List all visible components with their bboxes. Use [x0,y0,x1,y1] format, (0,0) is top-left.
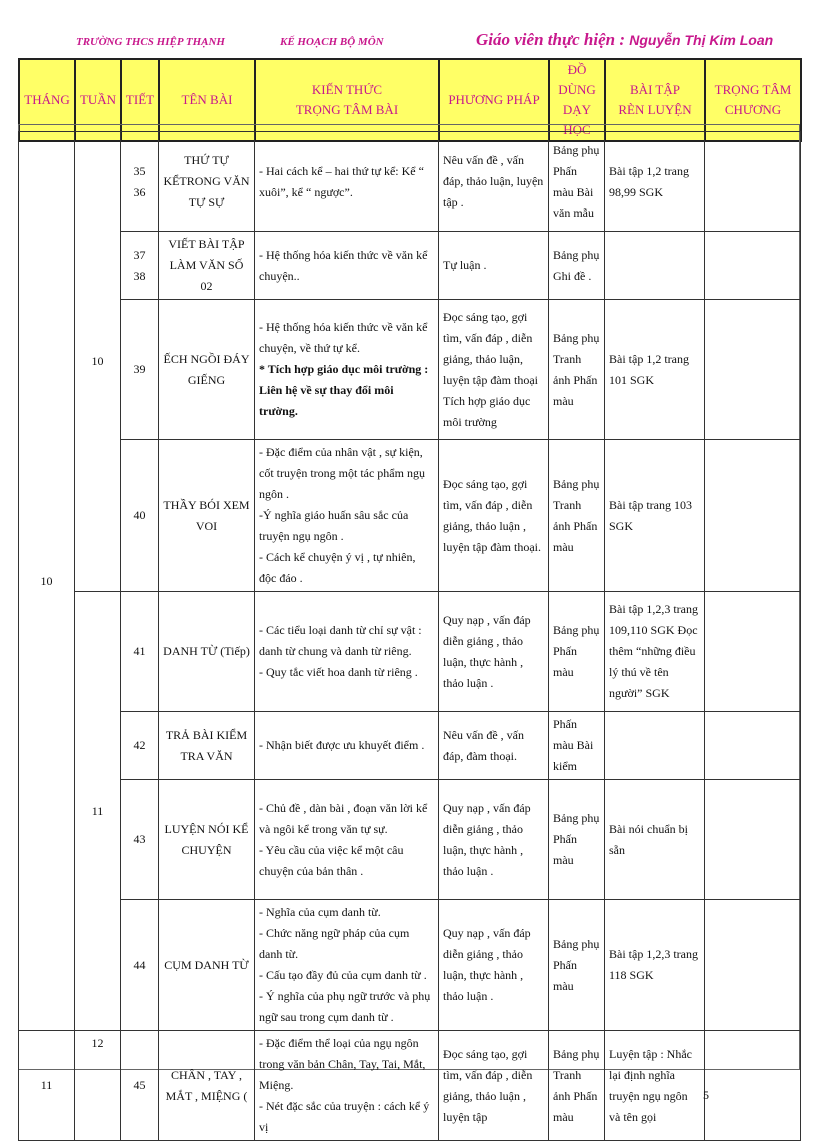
key-knowledge-cell [255,440,439,592]
method-cell: Nêu vấn đề , vấn đáp, thảo luận, luyện tập . [439,132,549,232]
col-tuan: TUẦN [75,59,121,141]
lesson-number-cell [121,900,159,1031]
plan-title: KẾ HOẠCH BỘ MÔN [280,36,384,48]
page-number: 5 [703,1088,709,1102]
lesson-title: DANH TỪ (Tiếp) [159,592,255,712]
exercise-cell [605,712,705,780]
knowledge-item: - Đặc điểm thể loại của ngụ ngôn trong văn bản Chân, Tay, Tai, Mắt, Miệng. [259,1036,426,1092]
table-row [19,780,801,900]
lesson-number: 35 [133,163,146,178]
lesson-number-cell [121,440,159,592]
lesson-title: ẾCH NGỒI ĐÁY GIẾNG [159,300,255,440]
chapter-focus-cell [705,712,801,780]
week-cell: 12 [75,1031,121,1141]
table-row [19,900,801,1031]
knowledge-item: - Ý nghĩa của phụ ngữ trước và phụ ngữ sau trong cụm danh từ . [259,989,431,1024]
lesson-title: CỤM DANH TỪ [159,900,255,1031]
col-bai-tap-line2: RÈN LUYỆN [618,102,692,117]
col-thang: THÁNG [19,59,75,141]
lesson-number: 39 [133,362,146,376]
key-knowledge-cell [255,132,439,232]
lesson-number: 44 [133,957,146,972]
lesson-number-cell [121,712,159,780]
lesson-number: 45 [133,1078,146,1092]
exercise-cell: Bài tập 1,2 trang 98,99 SGK [605,132,705,232]
table-row [19,232,801,300]
chapter-focus-cell [705,1031,801,1141]
month-cell: 11 [19,1031,75,1141]
lesson-number: 37 [133,247,146,262]
knowledge-item: - Quy tắc viết hoa danh từ riêng . [259,665,418,679]
week-cell: 11 [75,592,121,1031]
exercise-cell [605,232,705,300]
teacher-line [476,30,773,50]
method-cell: Tự luận . [439,232,549,300]
lesson-number-cell [121,592,159,712]
lesson-number: 42 [133,738,146,752]
knowledge-item: - Hai cách kể – hai thứ tự kể: Kể “ xuôi”, kể “ ngược”. [259,163,424,199]
exercise-cell: Bài nói chuẩn bị sẵn [605,780,705,900]
knowledge-item: - Chức năng ngữ pháp của cụm danh từ. [259,926,410,961]
teacher-name: Nguyễn Thị Kim Loan [629,32,774,48]
integration-note: * Tích hợp giáo dục môi trường : Liên hệ về sự thay đổi môi trường. [259,362,429,418]
method-cell: Đọc sáng tạo, gợi tìm, vấn đáp , diễn giảng, thảo luận , luyện tập đàm thoại. [439,440,549,592]
method-cell: Đọc sáng tạo, gợi tìm, vấn đáp , diễn giảng, thảo luận, luyện tập đàm thoại Tích hợp giáo dục môi trường [439,300,549,440]
key-knowledge-cell [255,592,439,712]
teaching-aids-cell: Bảng phụ Phấn màu [549,592,605,712]
chapter-focus-cell [705,900,801,1031]
method-cell: Quy nạp , vấn đáp diễn giảng , thảo luận, thực hành , thảo luận . [439,592,549,712]
school-name: TRƯỜNG THCS HIỆP THẠNH [76,36,225,48]
table-row [19,1031,801,1141]
week-cell: 10 [75,132,121,592]
column-header-table [18,58,802,142]
lesson-number-cell [121,1031,159,1141]
teaching-aids-cell: Bảng phụ Tranh ảnh Phấn màu [549,1031,605,1141]
col-phuong-phap: PHƯƠNG PHÁP [439,59,549,141]
knowledge-item: - Chủ đề , dàn bài , đoạn văn lời kể và ngôi kể trong văn tự sự. [259,800,428,836]
lesson-number: 40 [133,508,146,522]
lesson-number-cell [121,232,159,300]
key-knowledge-cell [255,1031,439,1141]
lesson-title: VIẾT BÀI TẬP LÀM VĂN SỐ 02 [159,232,255,300]
month-cell: 10 [19,132,75,1031]
col-trong-tam-line2: CHƯƠNG [724,102,782,117]
key-knowledge-cell [255,300,439,440]
method-cell: Quy nạp , vấn đáp diễn giảng , thảo luận, thực hành , thảo luận . [439,780,549,900]
col-kien-thuc-line2: TRỌNG TÂM BÀI [295,102,399,117]
lesson-title: THỨ TỰ KỂTRONG VĂN TỰ SỰ [159,132,255,232]
exercise-cell: Bài tập 1,2,3 trang 109,110 SGK Đọc thêm “những điều lý thú về tên người” SGK [605,592,705,712]
knowledge-item: - Nghĩa của cụm danh từ. [259,905,381,919]
col-trong-tam [705,59,801,141]
col-do-dung-line2: DẠY HỌC [562,102,592,137]
knowledge-item: - Yêu cầu của việc kể một câu chuyện của bản thân . [259,842,404,878]
knowledge-item: - Hệ thống hóa kiến thức về văn kể chuyện, về thứ tự kể. [259,320,428,355]
chapter-focus-cell [705,592,801,712]
teaching-aids-cell: Bảng phụ Ghi đề . [549,232,605,300]
knowledge-item: - Nét đặc sắc của truyện : cách kể ý vị [259,1099,430,1134]
table-row [19,300,801,440]
teaching-aids-cell: Bảng phụ Phấn màu [549,900,605,1031]
teaching-aids-cell: Bảng phụ Phấn màu [549,780,605,900]
table-row [19,440,801,592]
table-row [19,592,801,712]
lesson-number: 41 [133,644,146,658]
lesson-title: TRẢ BÀI KIỂM TRA VĂN [159,712,255,780]
knowledge-item: - Nhận biết được ưu khuyết điểm . [259,738,425,752]
lesson-number: 36 [133,184,146,199]
table-row [19,712,801,780]
method-cell: Quy nạp , vấn đáp diễn giảng , thảo luận, thực hành , thảo luận . [439,900,549,1031]
knowledge-item: - Các tiểu loại danh từ chỉ sự vật : danh từ chung và danh từ riêng. [259,623,422,658]
knowledge-item: -Ý nghĩa giáo huấn sâu sắc của truyện ngụ ngôn . [259,508,409,543]
lesson-number: 38 [133,268,146,283]
col-ten-bai: TÊN BÀI [159,59,255,141]
method-cell: Nêu vấn đề , vấn đáp, đàm thoại. [439,712,549,780]
key-knowledge-cell [255,900,439,1031]
chapter-focus-cell [705,300,801,440]
lesson-number: 43 [133,832,146,846]
col-bai-tap [605,59,705,141]
teaching-aids-cell: Bảng phụ Tranh ảnh Phấn màu [549,440,605,592]
lesson-number-cell [121,300,159,440]
col-do-dung [549,59,605,141]
exercise-cell: Bài tập 1,2 trang 101 SGK [605,300,705,440]
col-bai-tap-line1: BÀI TẬP [630,82,680,97]
lesson-table [18,131,801,1141]
col-tiet: TIẾT [121,59,159,141]
chapter-focus-cell [705,440,801,592]
chapter-focus-cell [705,132,801,232]
chapter-focus-cell [705,780,801,900]
lesson-title: THẦY BÓI XEM VOI [159,440,255,592]
knowledge-item: - Cấu tạo đầy đủ của cụm danh từ . [259,968,427,982]
exercise-cell: Bài tập trang 103 SGK [605,440,705,592]
teaching-aids-cell: Phấn màu Bài kiểm [549,712,605,780]
table-row [19,132,801,232]
col-kien-thuc-line1: KIẾN THỨC [311,82,383,97]
key-knowledge-cell [255,780,439,900]
lesson-title: LUYỆN NÓI KỂ CHUYỆN [159,780,255,900]
teaching-aids-cell: Bảng phụ Tranh ảnh Phấn màu [549,300,605,440]
knowledge-item: - Hệ thống hóa kiến thức về văn kể chuyện.. [259,247,428,283]
lesson-number-cell [121,132,159,232]
col-do-dung-line1: ĐỒ DÙNG [558,62,596,97]
knowledge-item: - Đặc điểm của nhân vật , sự kiện, cốt truyện trong một tác phẩm ngụ ngôn . [259,445,425,501]
page-header [0,30,816,60]
key-knowledge-cell [255,712,439,780]
teaching-aids-cell: Bảng phụ Phấn màu Bài văn mẫu [549,132,605,232]
col-trong-tam-line1: TRỌNG TÂM [714,82,792,97]
key-knowledge-cell [255,232,439,300]
lesson-title: CHÂN , TAY , MẮT , MIỆNG ( [159,1031,255,1141]
chapter-focus-cell [705,232,801,300]
exercise-cell: Bài tập 1,2,3 trang 118 SGK [605,900,705,1031]
col-kien-thuc [255,59,439,141]
lesson-number-cell [121,780,159,900]
knowledge-item: - Cách kể chuyện ý vị , tự nhiên, độc đáo . [259,550,416,585]
exercise-cell: Luyện tập : Nhắc lại định nghĩa truyện ngụ ngôn và tên gọi [605,1031,705,1141]
method-cell: Đọc sáng tạo, gợi tìm, vấn đáp , diễn giảng, thảo luận , luyện tập [439,1031,549,1141]
teacher-label: Giáo viên thực hiện : [476,30,630,49]
